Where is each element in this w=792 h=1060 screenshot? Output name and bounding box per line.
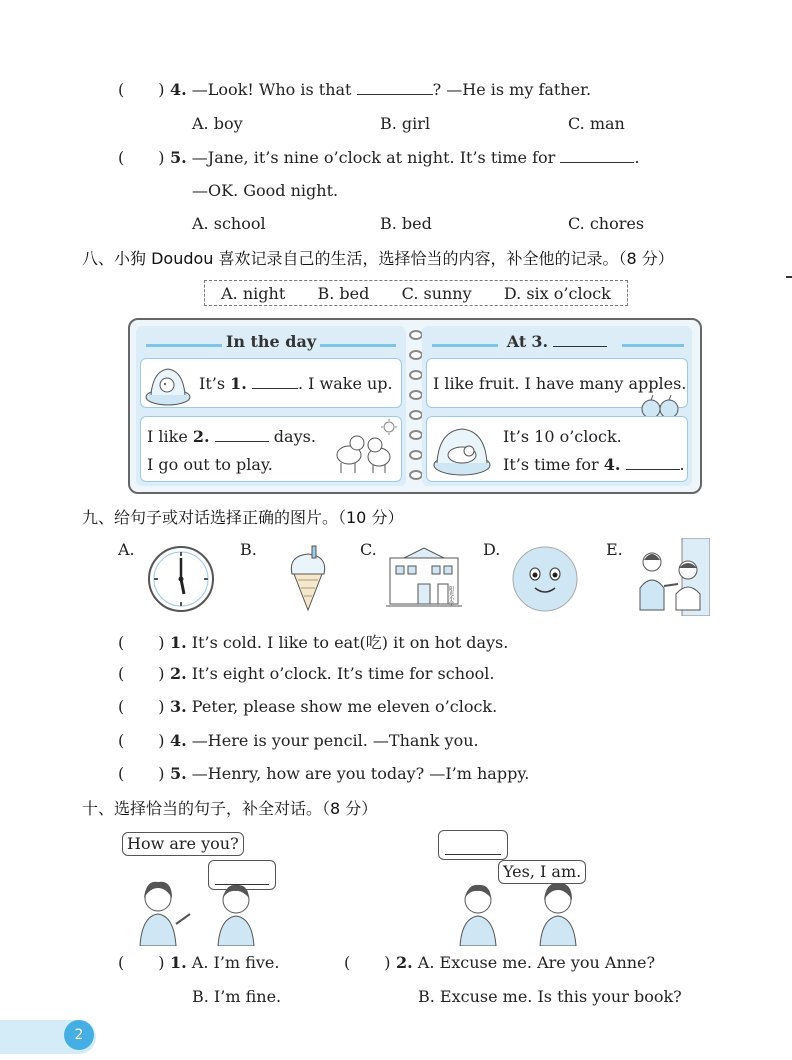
question-5 bbox=[118, 148, 640, 167]
picture-label-b: B. bbox=[240, 540, 257, 559]
section-8-title: 八、小狗 Doudou 喜欢记录自己的生活，选择恰当的内容，补全他的记录。（8 分） bbox=[82, 249, 674, 268]
option-c: C. chores bbox=[568, 214, 645, 233]
happy-face-icon bbox=[510, 544, 580, 614]
picture-label-a: A. bbox=[118, 540, 135, 559]
card-1-text: It’s 1. . I wake up. bbox=[199, 374, 393, 393]
dialogue-scene-1-icon bbox=[132, 876, 268, 946]
card-4-text: It’s time for 4. . bbox=[503, 455, 685, 474]
speech-bubble-yes-i-am: Yes, I am. bbox=[498, 860, 586, 884]
margin-mark bbox=[786, 276, 792, 278]
binder-ring bbox=[409, 390, 423, 400]
answer-paren[interactable]: ( ) bbox=[118, 953, 165, 972]
answer-paren[interactable]: ( ) bbox=[118, 664, 165, 683]
school-picture bbox=[386, 544, 462, 612]
binder-ring bbox=[409, 410, 423, 420]
section-9-title: 九、给句子或对话选择正确的图片。（10 分） bbox=[82, 508, 404, 527]
speech-bubble-empty[interactable] bbox=[438, 830, 508, 860]
option-c: C. man bbox=[568, 114, 625, 133]
picture-label-d: D. bbox=[483, 540, 501, 559]
word-bank bbox=[204, 280, 628, 306]
diary-notebook bbox=[128, 318, 702, 494]
answer-blank[interactable] bbox=[560, 149, 634, 163]
question-4 bbox=[118, 80, 591, 99]
diary-card-2 bbox=[426, 358, 688, 408]
answer-paren[interactable]: ( ) bbox=[118, 80, 165, 99]
card-3-line2: I go out to play. bbox=[147, 455, 273, 474]
answer-blank[interactable] bbox=[215, 428, 269, 442]
diary-card-3 bbox=[140, 416, 402, 482]
word-a: A. night bbox=[221, 283, 286, 303]
question-text-end: ? —He is my father. bbox=[432, 80, 592, 99]
section-9-item-3: ( ) 3. Peter, please show me eleven o’clock. bbox=[118, 697, 498, 716]
binder-ring bbox=[409, 370, 423, 380]
card-4-line1: It’s 10 o’clock. bbox=[503, 427, 622, 446]
children-sharing-pencil-icon bbox=[632, 538, 710, 616]
question-number: 5. bbox=[170, 148, 187, 167]
section-9-item-4: ( ) 4. —Here is your pencil. —Thank you. bbox=[118, 731, 479, 750]
binder-ring bbox=[409, 450, 423, 460]
answer-paren[interactable]: ( ) bbox=[118, 731, 165, 750]
diary-left-page bbox=[136, 326, 406, 486]
binder-ring bbox=[409, 330, 423, 340]
option-b: B. bed bbox=[380, 214, 432, 233]
speech-bubble-how-are-you: How are you? bbox=[122, 832, 244, 856]
section-10-q2: ( ) 2. A. Excuse me. Are you Anne? bbox=[344, 953, 656, 972]
clock-icon bbox=[146, 544, 216, 614]
binder-ring bbox=[409, 430, 423, 440]
card-2-text: I like fruit. I have many apples. bbox=[433, 374, 687, 393]
question-text-end: . bbox=[634, 148, 640, 167]
answer-paren[interactable]: ( ) bbox=[118, 697, 165, 716]
question-number: 4. bbox=[170, 80, 187, 99]
dog-sleeping-icon bbox=[143, 361, 193, 407]
binder-ring bbox=[409, 350, 423, 360]
option-a: A. boy bbox=[192, 114, 243, 133]
word-c: C. sunny bbox=[401, 283, 472, 303]
section-10-q1-option-b: B. I’m fine. bbox=[192, 987, 282, 1006]
question-text: —Jane, it’s nine o’clock at night. It’s time for bbox=[191, 148, 556, 167]
picture-label-c: C. bbox=[360, 540, 377, 559]
answer-blank[interactable] bbox=[252, 375, 298, 389]
picture-label-e: E. bbox=[606, 540, 623, 559]
option-b: B. girl bbox=[380, 114, 431, 133]
word-d: D. six o’clock bbox=[503, 283, 611, 303]
word-b: B. bed bbox=[317, 283, 370, 303]
binder-ring bbox=[409, 470, 423, 480]
page-number: 2 bbox=[64, 1020, 94, 1050]
answer-paren[interactable]: ( ) bbox=[118, 764, 165, 783]
answer-paren[interactable]: ( ) bbox=[118, 148, 165, 167]
diary-card-4 bbox=[426, 416, 688, 482]
school-sign: 阳光小学 bbox=[448, 586, 454, 606]
dogs-playing-icon bbox=[327, 419, 403, 479]
section-10-q1: ( ) 1. A. I’m five. bbox=[118, 953, 280, 972]
diary-right-page bbox=[422, 326, 692, 486]
option-a: A. school bbox=[192, 214, 266, 233]
section-9-item-1: ( ) 1. It’s cold. I like to eat(吃) it on hot days. bbox=[118, 633, 509, 652]
section-9-item-2: ( ) 2. It’s eight o’clock. It’s time for school. bbox=[118, 664, 495, 683]
answer-blank[interactable] bbox=[553, 333, 607, 347]
answer-paren[interactable]: ( ) bbox=[344, 953, 391, 972]
diary-card-1 bbox=[140, 358, 402, 408]
dialogue-scene-2-icon bbox=[450, 876, 586, 946]
answer-blank[interactable] bbox=[626, 456, 680, 470]
answer-blank[interactable] bbox=[357, 81, 433, 95]
dog-in-bed-icon bbox=[431, 421, 493, 479]
ice-cream-icon bbox=[282, 544, 334, 614]
right-page-header: At 3. bbox=[422, 332, 692, 351]
section-10-title: 十、选择恰当的句子，补全对话。（8 分） bbox=[82, 799, 378, 818]
answer-paren[interactable]: ( ) bbox=[118, 633, 165, 652]
section-9-item-5: ( ) 5. —Henry, how are you today? —I’m happy. bbox=[118, 764, 530, 783]
question-5-line2: —OK. Good night. bbox=[192, 181, 339, 200]
section-10-q2-option-b: B. Excuse me. Is this your book? bbox=[418, 987, 682, 1006]
card-3-text: I like 2. days. bbox=[147, 427, 316, 446]
left-page-header: In the day bbox=[225, 332, 317, 351]
question-text: —Look! Who is that bbox=[191, 80, 352, 99]
